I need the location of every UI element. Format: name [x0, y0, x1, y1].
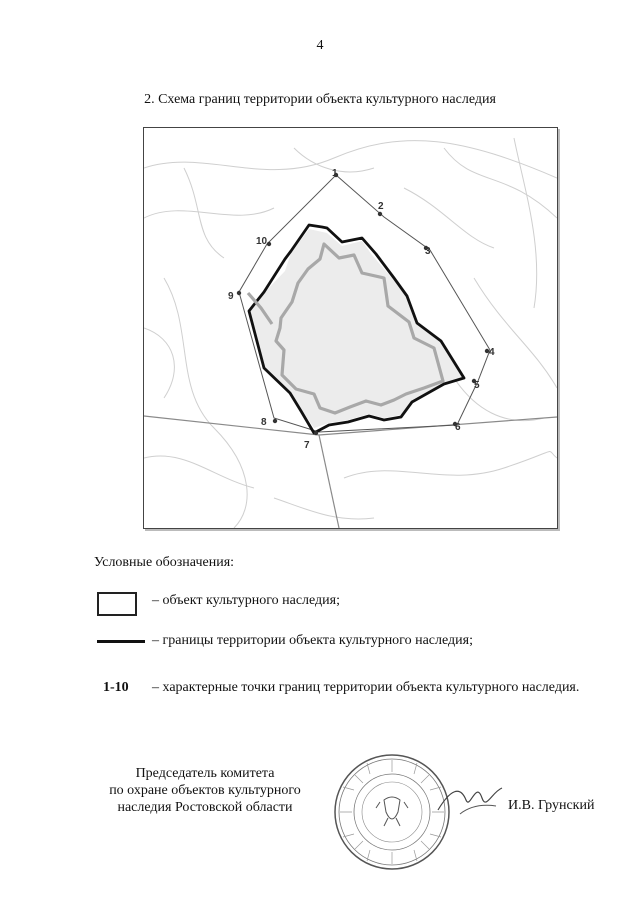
point-1 — [332, 168, 338, 179]
handwritten-signature-image — [430, 770, 510, 830]
page-number: 4 — [316, 38, 324, 53]
point-label-4: 4 — [489, 347, 495, 358]
point-3 — [424, 246, 431, 257]
object-outline-symbol — [97, 592, 137, 616]
legend-text-boundary: – границы территории объекта культурного наследия; — [152, 633, 473, 648]
point-label-9: 9 — [228, 291, 234, 302]
position-line-2: по охране объектов культурного — [109, 783, 301, 798]
point-label-8: 8 — [261, 417, 267, 428]
signature-position — [80, 765, 330, 816]
point-9 — [228, 291, 241, 302]
point-label-2: 2 — [378, 201, 384, 212]
legend-item-object — [97, 590, 617, 616]
position-line-1: Председатель комитета — [135, 766, 275, 781]
legend-key-points: 1-10 — [103, 680, 129, 695]
position-line-3: наследия Ростовской области — [117, 800, 293, 815]
legend-title: Условные обозначения: — [94, 555, 235, 570]
point-label-1: 1 — [332, 168, 338, 179]
point-2 — [378, 201, 384, 216]
road-lines — [144, 416, 557, 528]
point-label-7: 7 — [304, 440, 310, 451]
legend-text-points: – характерные точки границ территории объекта культурного наследия. — [152, 680, 580, 695]
point-6 — [453, 422, 461, 433]
boundary-scheme-map — [143, 127, 558, 529]
scheme-title: 2. Схема границ территории объекта культурного наследия — [144, 92, 496, 107]
legend-text-object: – объект культурного наследия; — [152, 593, 340, 608]
map-drawing — [144, 128, 557, 528]
point-label-6: 6 — [455, 422, 461, 433]
point-5 — [472, 379, 480, 391]
point-4 — [485, 347, 495, 358]
signer-name: И.В. Грунский — [508, 798, 595, 813]
legend-item-points — [97, 679, 617, 719]
point-label-10: 10 — [256, 236, 268, 247]
legend-item-boundary — [97, 632, 617, 654]
boundary-line-symbol — [97, 640, 145, 643]
point-label-3: 3 — [425, 246, 431, 257]
point-label-5: 5 — [474, 380, 480, 391]
